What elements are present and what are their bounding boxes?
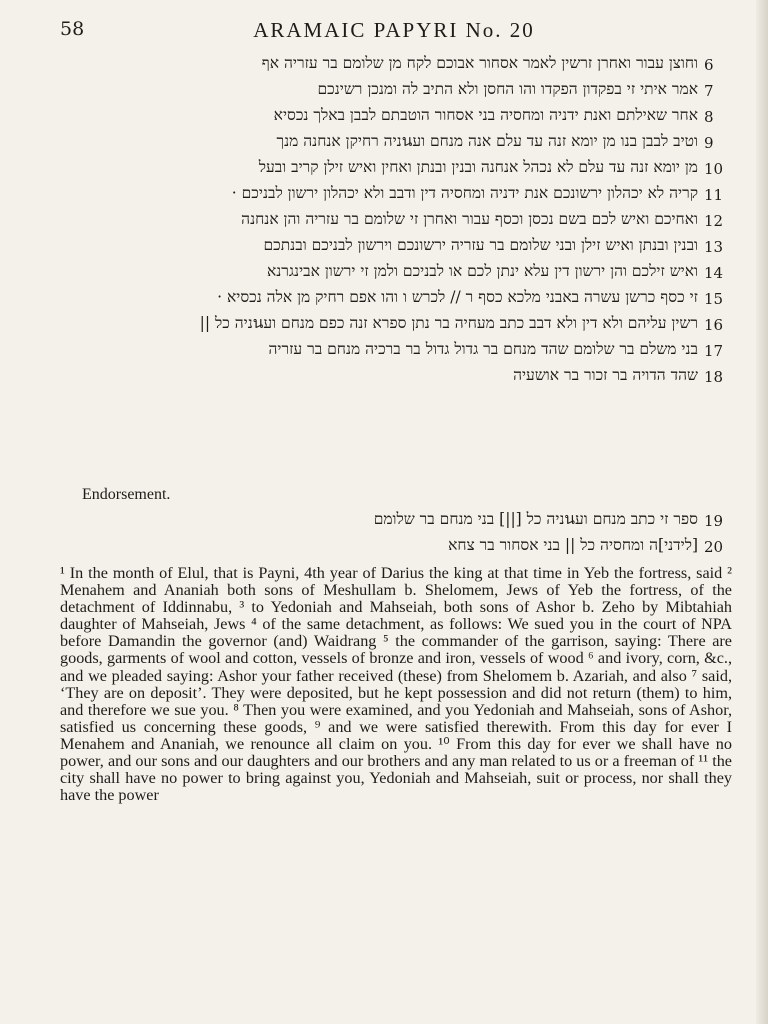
line-number: 19	[704, 512, 724, 530]
aramaic-line-text: רשין עליהם ולא דין ולא דבב כתב מעחיה בר נתן ספרא זנה כפם מנחם ועนניה כל ||	[199, 314, 698, 332]
line-number: 6	[704, 56, 714, 74]
line-number: 20	[704, 538, 724, 556]
aramaic-line-text: זי כסף כרשן עשרה באבני מלכא כסף ר // לכרש ו והו אפם רחיק מן אלה נכסיא ·	[217, 288, 698, 306]
aramaic-line-text: ובנין ובנתן ואיש זילן ובני שלומם בר עזריה ירשונכם וירשון לבניכם ובנתכם	[263, 236, 698, 254]
aramaic-line-text: ואיש זילכם והן ירשון דין עלא ינתן לכם או לבניכם ולמן זי ירשון אבינגרנא	[266, 262, 698, 280]
text-line	[60, 286, 738, 312]
line-number: 8	[704, 108, 714, 126]
text-line	[60, 534, 738, 560]
aramaic-line-text: ספר זי כתב מנחם ועนניה כל [||] בני מנחם בר שלומם	[373, 510, 698, 528]
aramaic-line-text: שהד הדויה בר זכור בר אושעיה	[513, 366, 698, 384]
aramaic-line-text: בני משלם בר שלומם שהד מנחם בר גדול גדול בר ברכיה מנחם בר עזריה	[268, 340, 698, 358]
aramaic-line-text: וחוצן עבור ואחרן זרשין לאמר אסחור אבוכם לקח מן שלומם בר עזריה אף	[261, 54, 698, 72]
text-line	[60, 312, 738, 338]
aramaic-line-text: אמר איתי זי בפקדון הפקדו והו החסן ולא התיב לה ומנכן רשינכם	[317, 80, 698, 98]
text-line	[60, 52, 738, 78]
line-number: 15	[704, 290, 724, 308]
text-line	[60, 104, 738, 130]
aramaic-line-text: מן יומא זנה עד עלם לא נכהל אנחנה ובנין ובנתן ואחין ואיש זילן קריב ובעל	[258, 158, 698, 176]
line-number: 16	[704, 316, 724, 334]
page-edge-shadow	[756, 0, 768, 1024]
text-line	[60, 182, 738, 208]
text-line	[60, 156, 738, 182]
endorsement-text-block	[60, 508, 738, 560]
text-line	[60, 364, 738, 390]
translation-paragraph: ¹ In the month of Elul, that is Payni, 4th year of Darius the king at that time in Yeb the fortress, said ² Menahem and Ananiah both sons of Meshullam b. Shelomem, Jews of Yeb the fortress, of the detachment of Iddinnabu, ³ to Yedoniah and Mahseiah, both sons of Ashor b. Zeho by Mibtahiah daughter of Mahseiah, Jews ⁴ of the same detachment, as follows: We sued you in the court of NPA before Damandin the governor (and) Waidrang ⁵ the commander of the garrison, saying: There are goods, garments of wool and cotton, vessels of bronze and iron, vessels of wood ⁶ and ivory, corn, &c., and we pleaded saying: Ashor your father received (these) from Shelomem b. Azariah, and also ⁷ said, ‘They are on deposit’. They were deposited, but he kept possession and did not return (them) to him, and therefore we sue you. ⁸ Then you were examined, and you Yedoniah and Mahseiah, sons of Ashor, satisfied us concerning these goods, ⁹ and we were satisfied therewith. From this day for ever I Menahem and Ananiah, we renounce all claim on you. ¹⁰ From this day for ever we shall have no power, and our sons and our daughters and our brothers and any man related to us or a freeman of ¹¹ the city shall have no power to bring against you, Yedoniah and Mahseiah, suit or process, nor shall they have the power	[60, 564, 732, 805]
line-number: 14	[704, 264, 724, 282]
aramaic-line-text: ואחיכם ואיש לכם בשם נכסן וכסף עבור ואחרן זי שלומם בר עזריה והן אנחנה	[241, 210, 698, 228]
line-number: 17	[704, 342, 724, 360]
text-line	[60, 130, 738, 156]
text-line	[60, 338, 738, 364]
aramaic-line-text: אחר שאילתם ואנת ידניה ומחסיה בני אסחור הוטבתם לבבן באלך נכסיא	[273, 106, 698, 124]
endorsement-label: Endorsement.	[82, 486, 171, 503]
line-number: 18	[704, 368, 724, 386]
line-number: 10	[704, 160, 724, 178]
text-line	[60, 78, 738, 104]
line-number: 13	[704, 238, 724, 256]
page-number: 58	[60, 18, 85, 40]
text-line	[60, 508, 738, 534]
aramaic-text-block	[60, 52, 738, 390]
line-number: 9	[704, 134, 714, 152]
line-number: 11	[704, 186, 724, 204]
line-number: 12	[704, 212, 724, 230]
page-header	[60, 18, 728, 46]
text-line	[60, 260, 738, 286]
aramaic-line-text: וטיב לבבן בנו מן יומא זנה עד עלם אנה מנחם ועนניה רחיקן אנחנה מנך	[276, 132, 698, 150]
text-line	[60, 208, 738, 234]
line-number: 7	[704, 82, 714, 100]
running-title: ARAMAIC PAPYRI No. 20	[253, 18, 535, 42]
text-line	[60, 234, 738, 260]
aramaic-line-text: קריה לא יכהלון ירשונכם אנת ידניה ומחסיה דין ודבב ולא יכהלון ירשון לבניכם ·	[231, 184, 698, 202]
aramaic-line-text: [לידני]ה ומחסיה כל || בני אסחור בר צחא	[448, 536, 698, 554]
